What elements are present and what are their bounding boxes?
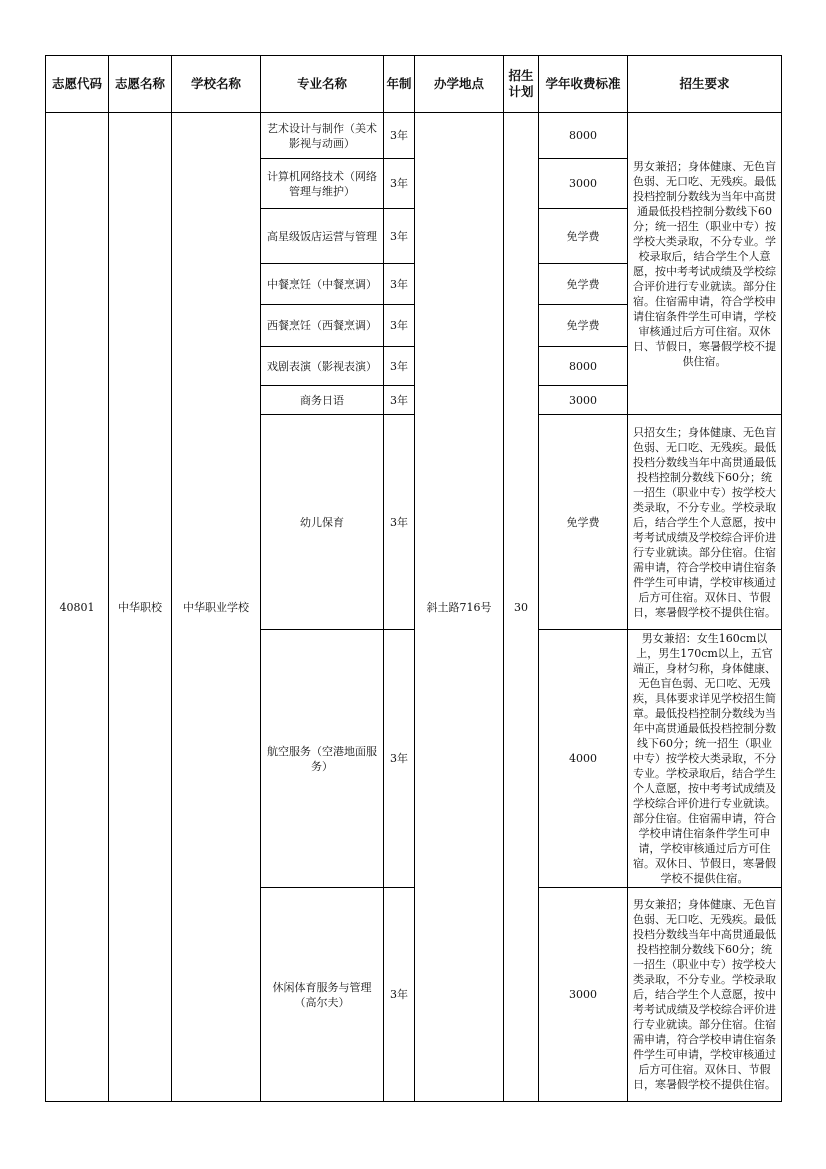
major-fee: 3000 xyxy=(539,386,628,415)
major-fee: 免学费 xyxy=(539,264,628,305)
requirements-general: 男女兼招；身体健康、无色盲色弱、无口吃、无残疾。最低投档控制分数线为当年中高贯通最低投档控制分数线下60分；统一招生（职业中专）按学校大类录取，不分专业。学校录取后，结合学生个人意愿，按中考考试成绩及学校综合评价进行专业就读。部分住宿。住宿需申请，符合学校申请住宿条件学生可申请，学校审核通过后方可住宿。双休日、节假日，寒暑假学校不提供住宿。 xyxy=(628,113,782,415)
major-years: 3年 xyxy=(384,386,415,415)
major-name: 中餐烹饪（中餐烹调） xyxy=(261,264,384,305)
major-name: 西餐烹饪（西餐烹调） xyxy=(261,305,384,347)
school-code: 40801 xyxy=(46,113,109,1102)
requirements-childcare: 只招女生；身体健康、无色盲色弱、无口吃、无残疾。最低投档分数线当年中高贯通最低投档控制分数线下60分；统一招生（职业中专）按学校大类录取，不分专业。学校录取后，结合学生个人意愿，按中考考试成绩及学校综合评价进行专业就读。部分住宿。住宿需申请，符合学校申请住宿条件学生可申请，学校审核通过后方可住宿。双休日、节假日，寒暑假学校不提供住宿。 xyxy=(628,415,782,630)
header-fee: 学年收费标准 xyxy=(539,56,628,113)
header-name: 志愿名称 xyxy=(109,56,172,113)
school-short-name: 中华职校 xyxy=(109,113,172,1102)
major-years: 3年 xyxy=(384,305,415,347)
school-location: 斜土路716号 xyxy=(415,113,504,1102)
header-major: 专业名称 xyxy=(261,56,384,113)
requirements-aviation: 男女兼招：女生160cm以上，男生170cm以上，五官端正，身材匀称，身体健康、无色盲色弱、无口吃、无残疾，具体要求详见学校招生简章。最低投档控制分数线为当年中高贯通最低投档控制分数线下60分；统一招生（职业中专）按学校大类录取，不分专业。学校录取后，结合学生个人意愿，按中考考试成绩及学校综合评价进行专业就读。部分住宿。住宿需申请，符合学校申请住宿条件学生可申请，学校审核通过后方可住宿。双休日、节假日，寒暑假学校不提供住宿。 xyxy=(628,630,782,888)
major-years: 3年 xyxy=(384,113,415,159)
major-name: 航空服务（空港地面服务） xyxy=(261,630,384,888)
major-years: 3年 xyxy=(384,209,415,264)
school-full-name: 中华职业学校 xyxy=(172,113,261,1102)
major-fee: 免学费 xyxy=(539,415,628,630)
header-row xyxy=(46,56,782,113)
major-years: 3年 xyxy=(384,415,415,630)
major-name: 商务日语 xyxy=(261,386,384,415)
enrollment-table xyxy=(45,55,782,1102)
major-fee: 免学费 xyxy=(539,209,628,264)
major-years: 3年 xyxy=(384,159,415,209)
major-name: 幼儿保育 xyxy=(261,415,384,630)
school-plan: 30 xyxy=(504,113,539,1102)
requirements-golf: 男女兼招；身体健康、无色盲色弱、无口吃、无残疾。最低投档分数线当年中高贯通最低投档控制分数线下60分；统一招生（职业中专）按学校大类录取，不分专业。学校录取后，结合学生个人意愿，按中考考试成绩及学校综合评价进行专业就读。部分住宿。住宿需申请，符合学校申请住宿条件学生可申请，学校审核通过后方可住宿。双休日、节假日，寒暑假学校不提供住宿。 xyxy=(628,888,782,1102)
header-location: 办学地点 xyxy=(415,56,504,113)
table-row xyxy=(46,113,782,159)
major-fee: 3000 xyxy=(539,159,628,209)
major-fee: 免学费 xyxy=(539,305,628,347)
major-name: 戏剧表演（影视表演） xyxy=(261,347,384,386)
major-name: 高星级饭店运营与管理 xyxy=(261,209,384,264)
major-years: 3年 xyxy=(384,888,415,1102)
major-years: 3年 xyxy=(384,347,415,386)
major-fee: 3000 xyxy=(539,888,628,1102)
major-name: 休闲体育服务与管理（高尔夫） xyxy=(261,888,384,1102)
major-years: 3年 xyxy=(384,264,415,305)
header-requirements: 招生要求 xyxy=(628,56,782,113)
header-plan: 招生计划 xyxy=(504,56,539,113)
major-fee: 4000 xyxy=(539,630,628,888)
major-fee: 8000 xyxy=(539,113,628,159)
header-code: 志愿代码 xyxy=(46,56,109,113)
header-school: 学校名称 xyxy=(172,56,261,113)
major-fee: 8000 xyxy=(539,347,628,386)
major-name: 艺术设计与制作（美术影视与动画） xyxy=(261,113,384,159)
major-years: 3年 xyxy=(384,630,415,888)
header-years: 年制 xyxy=(384,56,415,113)
major-name: 计算机网络技术（网络管理与维护） xyxy=(261,159,384,209)
